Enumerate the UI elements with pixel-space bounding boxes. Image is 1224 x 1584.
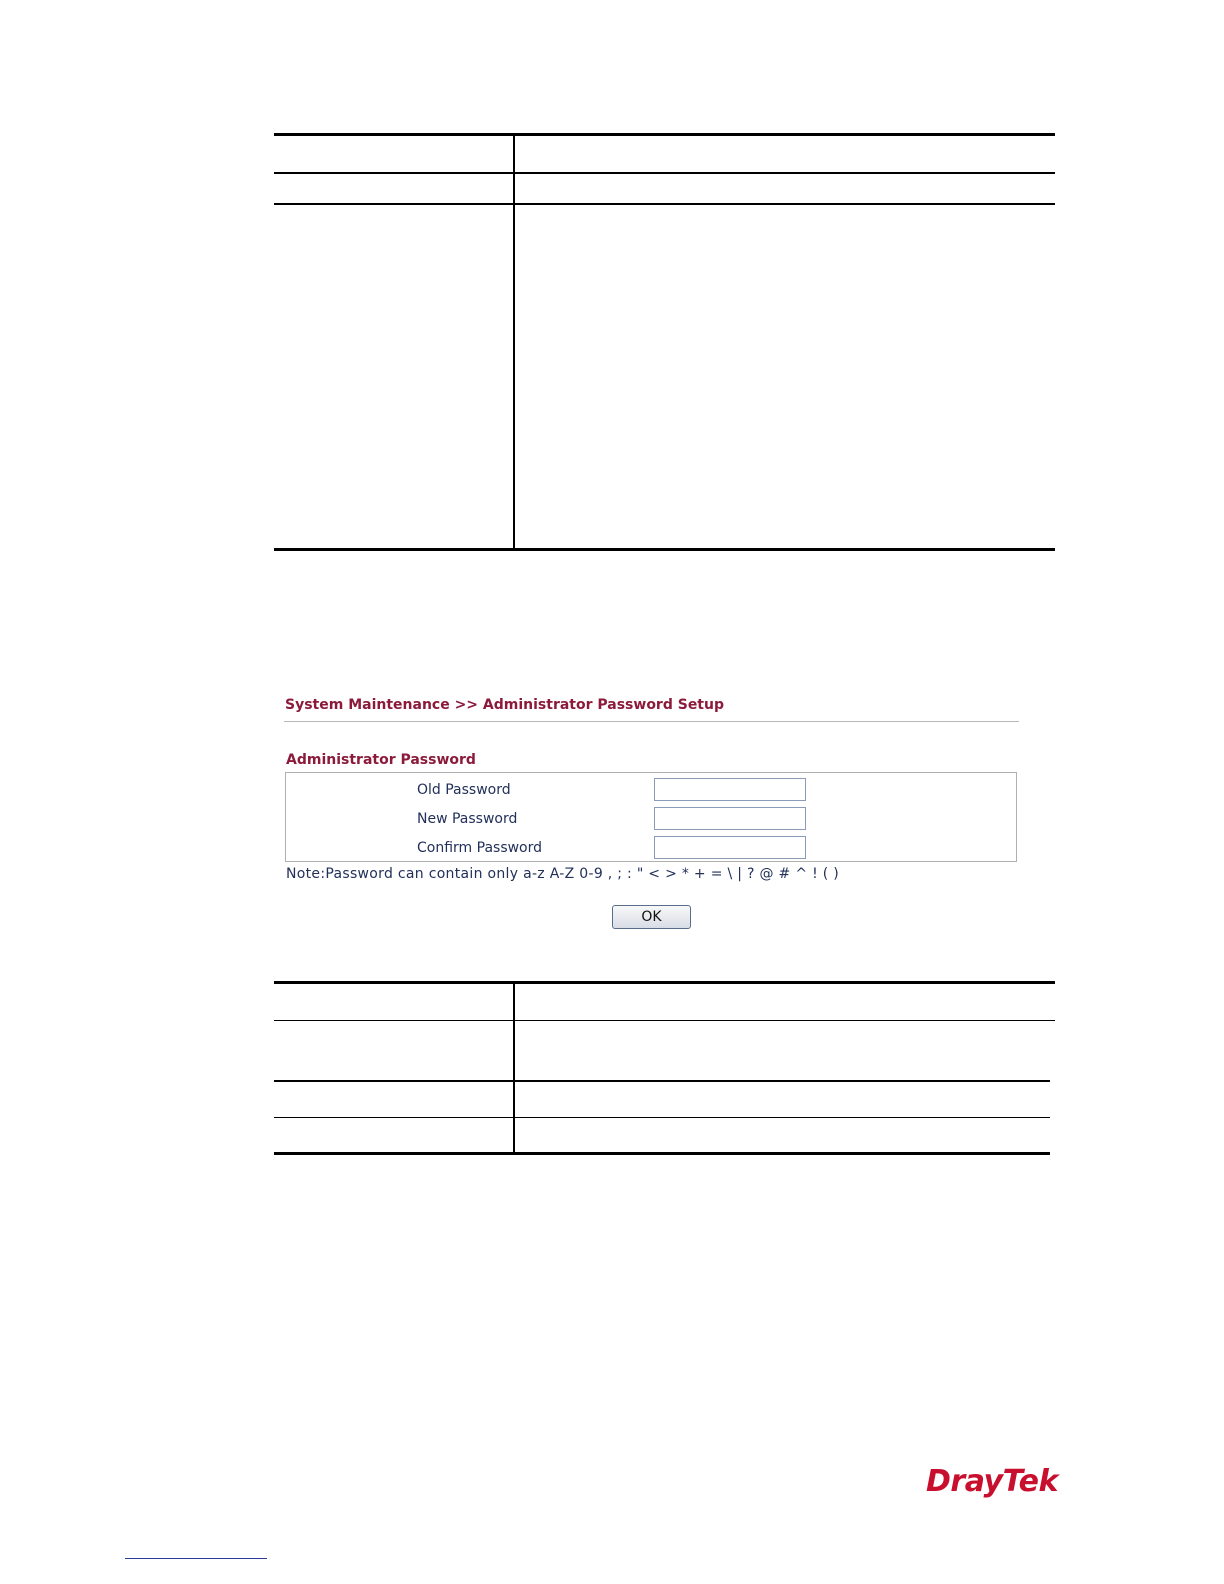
table-bottom-rule [274, 1152, 1050, 1155]
confirm-password-row [286, 833, 1016, 862]
old-password-label: Old Password [417, 782, 511, 798]
bottom-description-table [274, 981, 1055, 1155]
old-password-row [286, 775, 1016, 804]
table-row-divider [274, 1080, 1050, 1082]
top-description-table [274, 133, 1055, 551]
table-column-divider [513, 984, 515, 1153]
breadcrumb: System Maintenance >> Administrator Password Setup [285, 697, 724, 713]
table-column-divider [513, 136, 515, 548]
confirm-password-input[interactable] [654, 836, 806, 859]
table-row-divider [274, 203, 1055, 205]
table-row-divider [274, 172, 1055, 174]
table-row-divider [274, 1020, 1055, 1021]
title-divider [284, 721, 1019, 722]
new-password-row [286, 804, 1016, 833]
table-row-divider [274, 1117, 1050, 1118]
new-password-label: New Password [417, 811, 518, 827]
password-note: Note:Password can contain only a-z A-Z 0-9 , ; : " < > * + = \ | ? @ # ^ ! ( ) [286, 866, 840, 882]
footer-link-underline [125, 1558, 267, 1559]
draytek-logo: DrayTek [926, 1464, 1058, 1499]
ok-button[interactable]: OK [612, 905, 691, 929]
confirm-password-label: Confirm Password [417, 840, 543, 856]
password-form-box [285, 772, 1017, 862]
old-password-input[interactable] [654, 778, 806, 801]
new-password-input[interactable] [654, 807, 806, 830]
section-title: Administrator Password [286, 752, 476, 768]
